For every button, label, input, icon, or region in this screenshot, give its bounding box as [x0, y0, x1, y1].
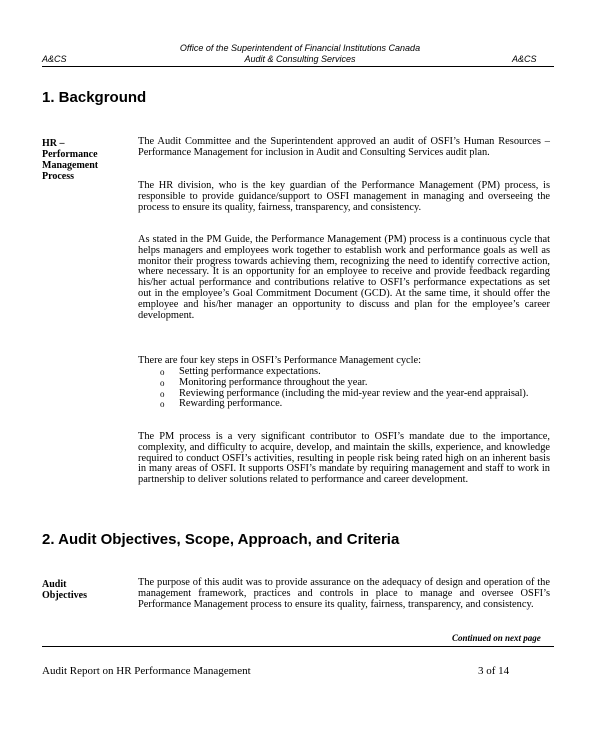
paragraph-2: The HR division, who is the key guardian of the Performance Management (PM) process, is responsible to provide guidance/support to OSFI management in managing and overseeing the process to ensure its quality, fairness, transparency, and consistency. — [138, 180, 550, 213]
footer-rule — [42, 646, 554, 647]
paragraph-1: The Audit Committee and the Superintendent approved an audit of OSFI’s Human Resources – Performance Management for inclusion in Audit and Consulting Services audit plan. — [138, 136, 550, 158]
header-right-tag: A&CS — [512, 54, 537, 64]
list-item-text: Setting performance expectations. — [179, 366, 321, 377]
continued-note: Continued on next page — [452, 633, 541, 643]
footer-title: Audit Report on HR Performance Management — [42, 665, 251, 677]
header-rule — [42, 66, 554, 67]
section-heading-background: 1. Background — [42, 89, 147, 106]
paragraph-5: The PM process is a very significant contributor to OSFI’s mandate due to the importance, complexity, and difficulty to acquire, develop, and maintain the skills, experience, and knowledge required to conduct OSFI’s activities, resulting in people risk being rated high on an inherent basis in many areas of OSFI. It supports OSFI’s mandate by requiring management and staff to work in partnership to deliver solutions related to performance and career development. — [138, 431, 550, 486]
bullet-icon: o — [160, 388, 165, 399]
list-item-text: Rewarding performance. — [179, 398, 283, 410]
bullet-icon: o — [160, 399, 165, 410]
section-heading-objectives: 2. Audit Objectives, Scope, Approach, and Criteria — [42, 531, 400, 548]
paragraph-3: As stated in the PM Guide, the Performance Management (PM) process is a continuous cycle that helps managers and employees work together to establish work and performance goals as well as monitor their progress towards achieving them, recognizing the need to identify corrective action, where necessary. It is an opportunity for an employee to receive and provide feedback regarding his/her actual performance and contributions relative to OSFI’s performance expectations as set out in the employee’s Goal Commitment Document (GCD). At the same time, it should offer the employee and his/her manager an opportunity to discuss and plan for the employee’s career development. — [138, 234, 550, 321]
side-label-hr-performance: HR – Performance Management Process — [42, 138, 99, 182]
header-organization: Office of the Superintendent of Financial Institutions Canada — [179, 43, 421, 53]
side-label-audit-objectives: Audit Objectives — [42, 579, 87, 601]
paragraph-objectives: The purpose of this audit was to provide assurance on the adequacy of design and operation of the management framework, practices and controls in place to manage and oversee OSFI’s Performance Management process to ensure its quality, fairness, transparency, and consistency. — [138, 577, 550, 610]
bullet-icon: o — [160, 377, 165, 388]
bullet-icon: o — [160, 367, 165, 377]
list-item — [160, 399, 552, 410]
header-left-tag: A&CS — [42, 54, 67, 64]
paragraph-4: There are four key steps in OSFI’s Performance Management cycle: — [138, 355, 422, 366]
bullet-list — [160, 367, 552, 410]
header-division: Audit & Consulting Services — [244, 54, 356, 64]
page-number: 3 of 14 — [478, 665, 510, 677]
list-item-text: Monitoring performance throughout the year. — [179, 376, 368, 388]
list-item-text: Reviewing performance (including the mid-year review and the year-end appraisal). — [179, 387, 529, 399]
